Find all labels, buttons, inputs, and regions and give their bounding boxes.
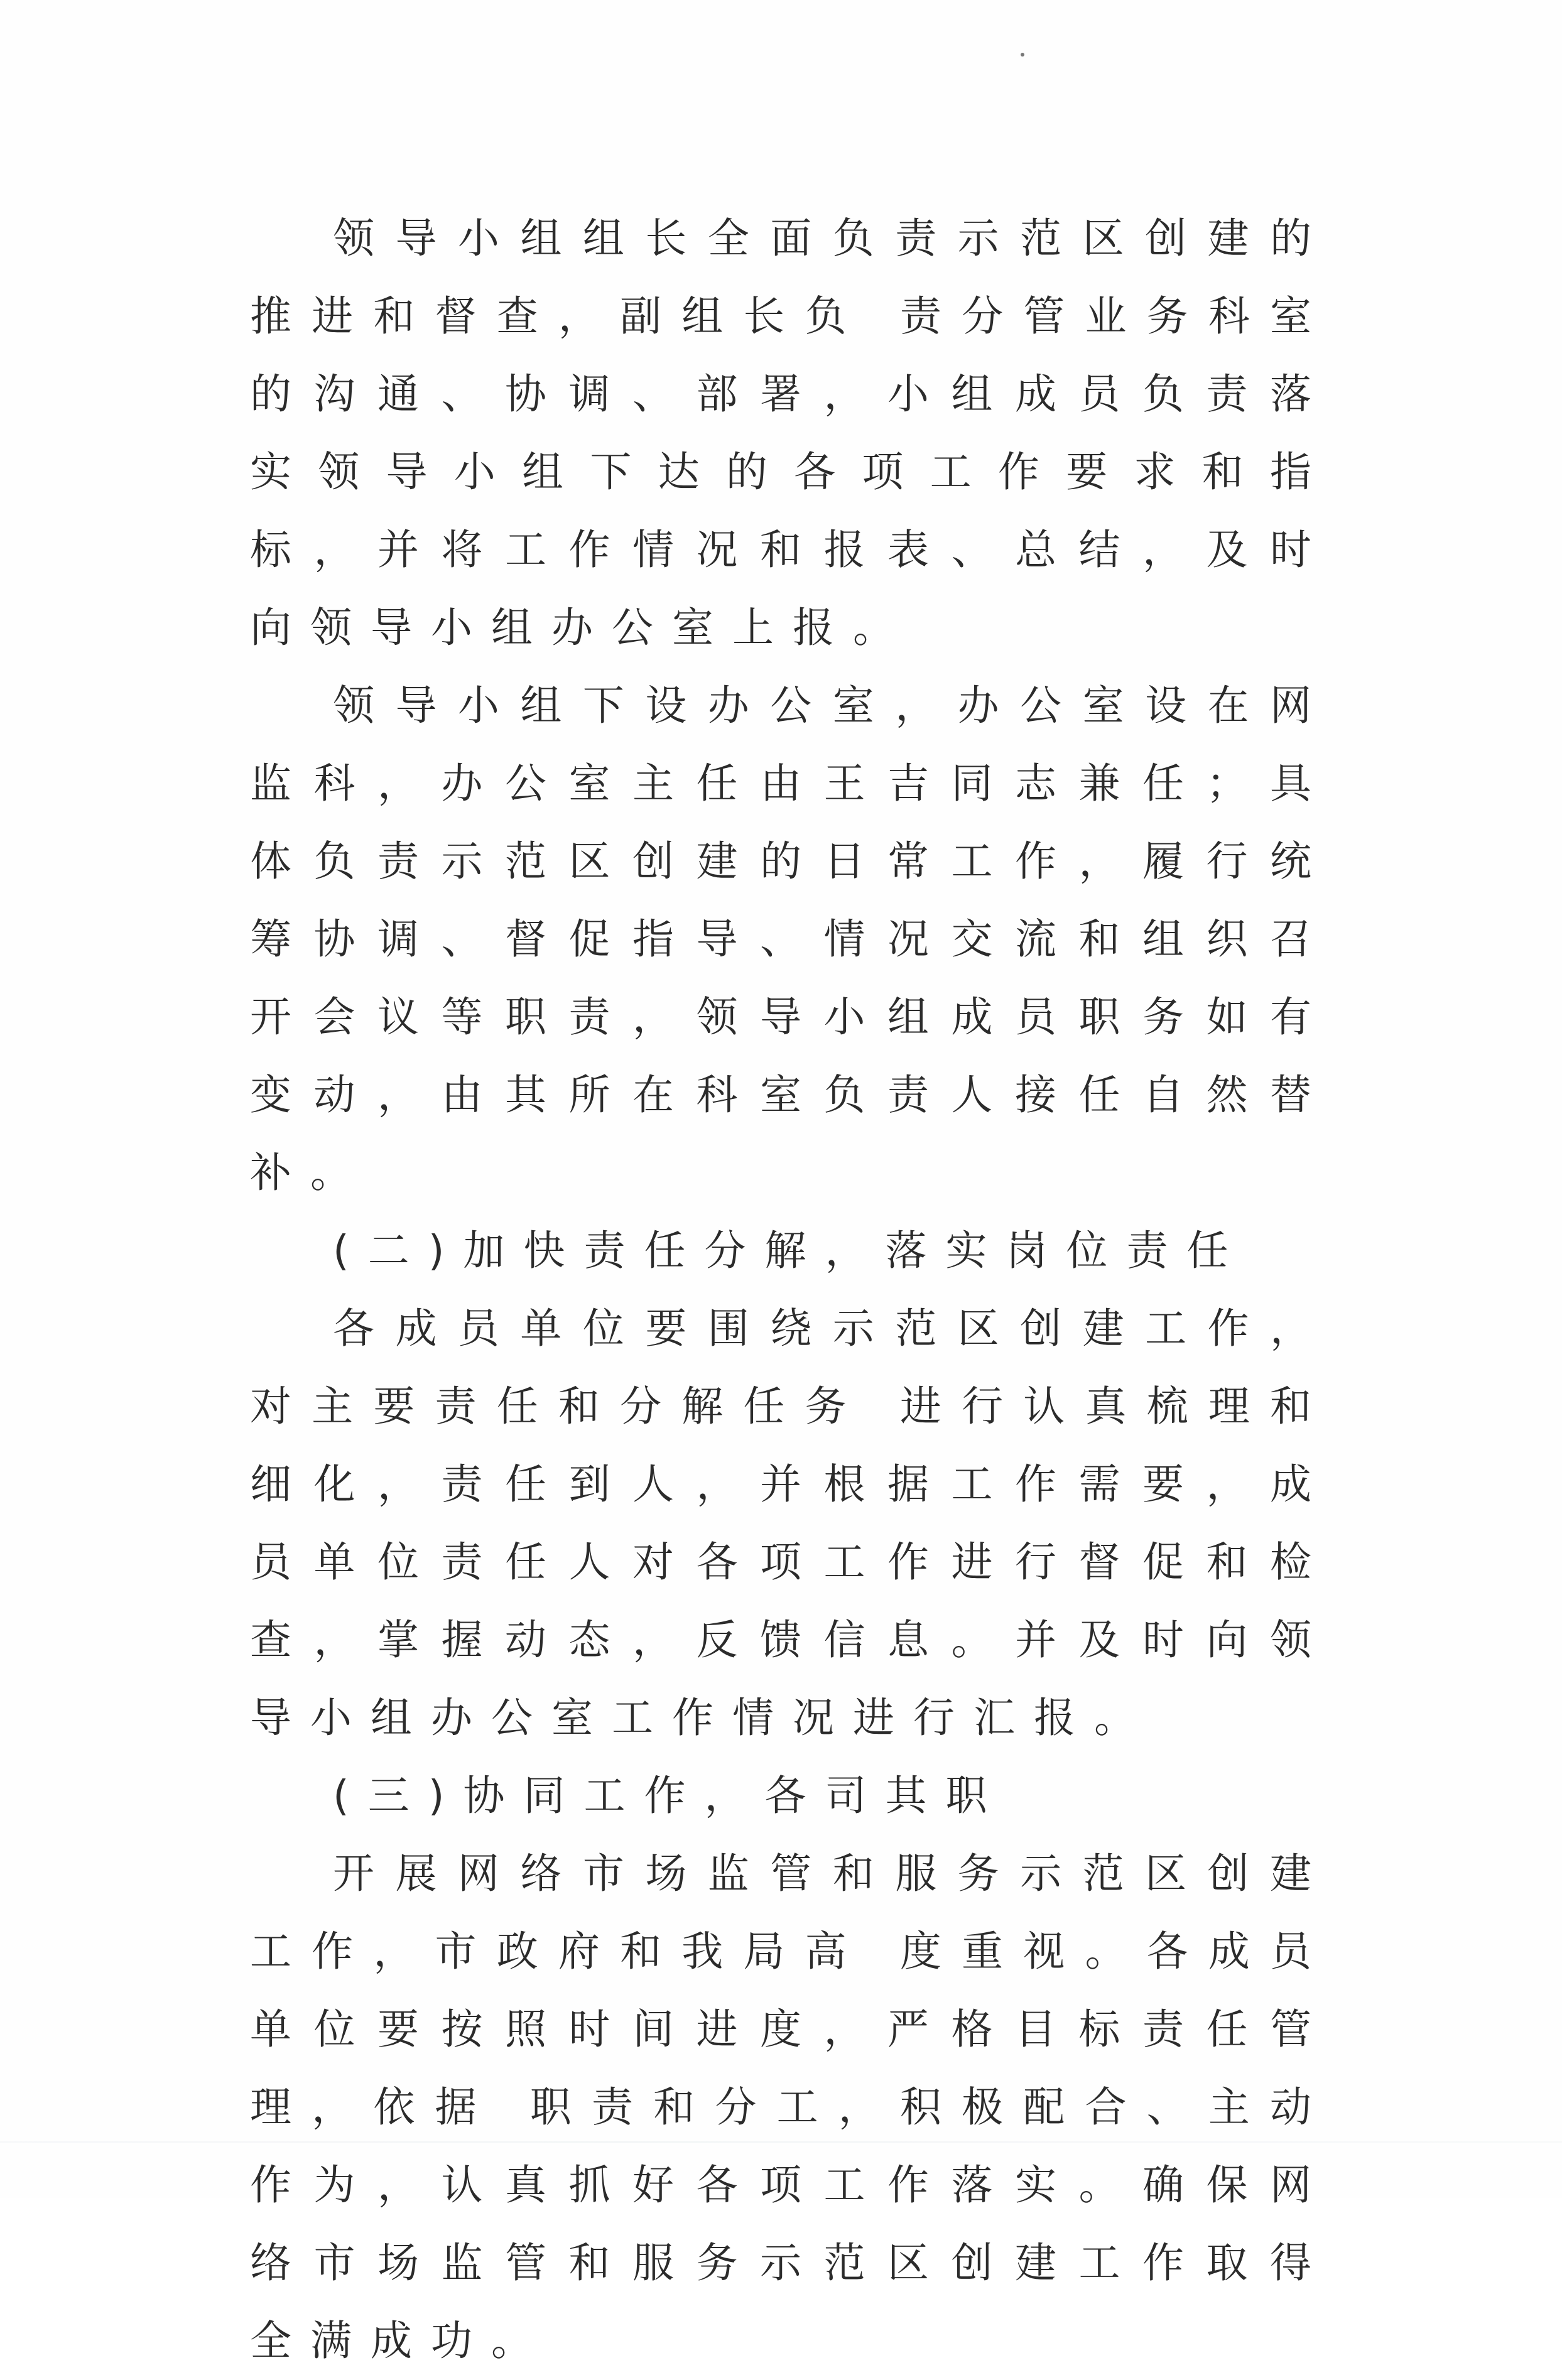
- paragraph-office-setup: 领导小组下设办公室，办公室设在网监科，办公室主任由王吉同志兼任；具体负责示范区创建的日常工作，履行统筹协调、督促指导、情况交流和组织召开会议等职责，领导小组成员职务如有变动，由其所在科室负责人接任自然替补。: [250, 681, 1330, 1197]
- scan-artifact-dot: [1021, 53, 1024, 57]
- section-heading-responsibility: (二)加快责任分解，落实岗位责任: [333, 1226, 1247, 1275]
- paragraph-responsibility-breakdown: 各成员单位要围绕示范区创建工作，对主要责任和分解任务 进行认真梳理和细化，责任到人，并根据工作需要，成员单位责任人对各项工作进行督促和检查，掌握动态，反馈信息。并及时向领导小组办公室工作情况进行汇报。: [250, 1304, 1330, 1742]
- document-body: [250, 200, 1330, 2380]
- paragraph-leadership-duties: 领导小组组长全面负责示范区创建的推进和督查，副组长负 责分管业务科室的沟通、协调、部署，小组成员负责落实领导小组下达的各项工作要求和指标，并将工作情况和报表、总结，及时向领导小组办公室上报。: [250, 214, 1330, 652]
- scan-bottom-edge: [0, 2141, 1562, 2143]
- paragraph-cooperation: 开展网络市场监管和服务示范区创建工作，市政府和我局高 度重视。各成员单位要按照时间进度，严格目标责任管理，依据 职责和分工，积极配合、主动作为，认真抓好各项工作落实。确保网络市场监管和服务示范区创建工作取得全满成功。: [250, 1849, 1330, 2365]
- section-heading-cooperation: (三)协同工作，各司其职: [333, 1771, 1006, 1820]
